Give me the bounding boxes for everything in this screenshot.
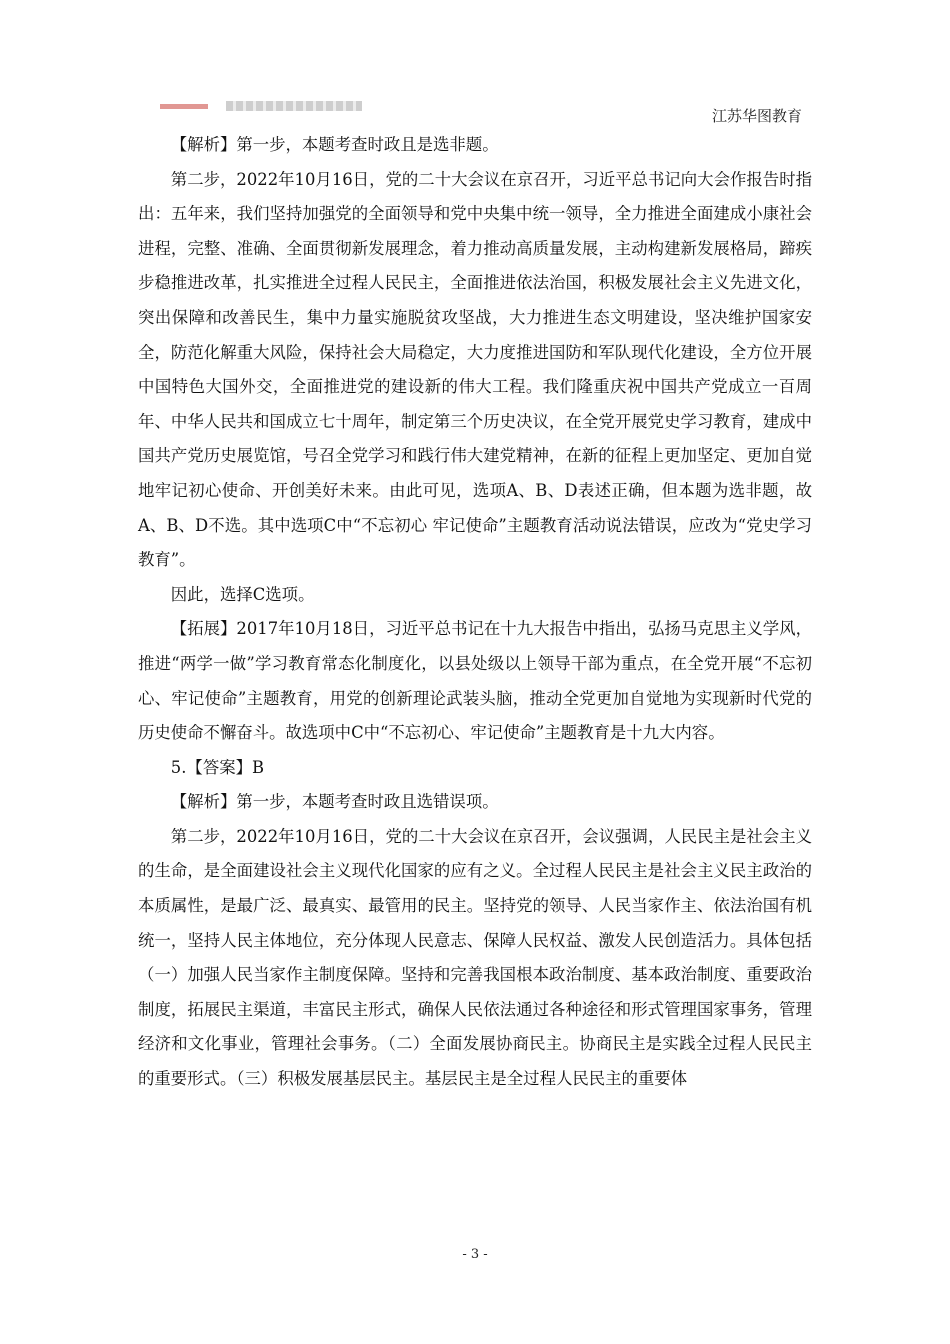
- page-number: - 3 -: [462, 1247, 488, 1262]
- header-organization: 江苏华图教育: [711, 107, 802, 125]
- logo-watermark-text: [226, 101, 362, 111]
- document-body: [138, 128, 812, 1097]
- paragraph-analysis-5-step1: 【解析】第一步，本题考查时政且选错误项。: [170, 792, 499, 812]
- paragraph-analysis-step2: 第二步，2022年10月16日，党的二十大会议在京召开，习近平总书记向大会作报告时指出：五年来，我们坚持加强党的全面领导和党中央集中统一领导，全力推进全面建成小康社会进程，完整、准确、全面贯彻新发展理念，着力推动高质量发展，主动构建新发展格局，蹄疾步稳推进改革，扎实推进全过程人民民主，全面推进依法治国，积极发展社会主义先进文化，突出保障和改善民生，集中力量实施脱贫攻坚战，大力推进生态文明建设，坚决维护国家安全，防范化解重大风险，保持社会大局稳定，大力度推进国防和军队现代化建设，全方位开展中国特色大国外交，全面推进党的建设新的伟大工程。我们隆重庆祝中国共产党成立一百周年、中华人民共和国成立七十周年，制定第三个历史决议，在全党开展党史学习教育，建成中国共产党历史展览馆，号召全党学习和践行伟大建党精神，在新的征程上更加坚定、更加自觉地牢记初心使命、开创美好未来。由此可见，选项A、B、D表述正确，但本题为选非题，故A、B、D不选。其中选项C中“不忘初心 牢记使命”主题教育活动说法错误，应改为“党史学习教育”。: [138, 169, 812, 570]
- paragraph-analysis-5-step2: 第二步，2022年10月16日，党的二十大会议在京召开，会议强调，人民民主是社会主义的生命，是全面建设社会主义现代化国家的应有之义。全过程人民民主是社会主义民主政治的本质属性，是最广泛、最真实、最管用的民主。坚持党的领导、人民当家作主、依法治国有机统一，坚持人民主体地位，充分体现人民意志、保障人民权益、激发人民创造活力。具体包括（一）加强人民当家作主制度保障。坚持和完善我国根本政治制度、基本政治制度、重要政治制度，拓展民主渠道，丰富民主形式，确保人民依法通过各种途径和形式管理国家事务，管理经济和文化事业，管理社会事务。（二）全面发展协商民主。协商民主是实践全过程人民民主的重要形式。（三）积极发展基层民主。基层民主是全过程人民民主的重要体: [138, 826, 812, 1089]
- logo-red-mark: [160, 104, 208, 109]
- paragraph-extension: 【拓展】2017年10月18日，习近平总书记在十九大报告中指出，弘扬马克思主义学风，推进“两学一做”学习教育常态化制度化，以县处级以上领导干部为重点，在全党开展“不忘初心、牢记使命”主题教育，用党的创新理论武装头脑，推动全党更加自觉地为实现新时代党的历史使命不懈奋斗。故选项中C中“不忘初心、牢记使命”主题教育是十九大内容。: [138, 619, 812, 743]
- paragraph-answer-5: 5.【答案】B: [170, 757, 265, 777]
- paragraph-analysis-step1: 【解析】第一步，本题考查时政且是选非题。: [170, 135, 499, 154]
- header-logo: [160, 100, 370, 114]
- paragraph-conclusion: 因此，选择C选项。: [170, 584, 315, 604]
